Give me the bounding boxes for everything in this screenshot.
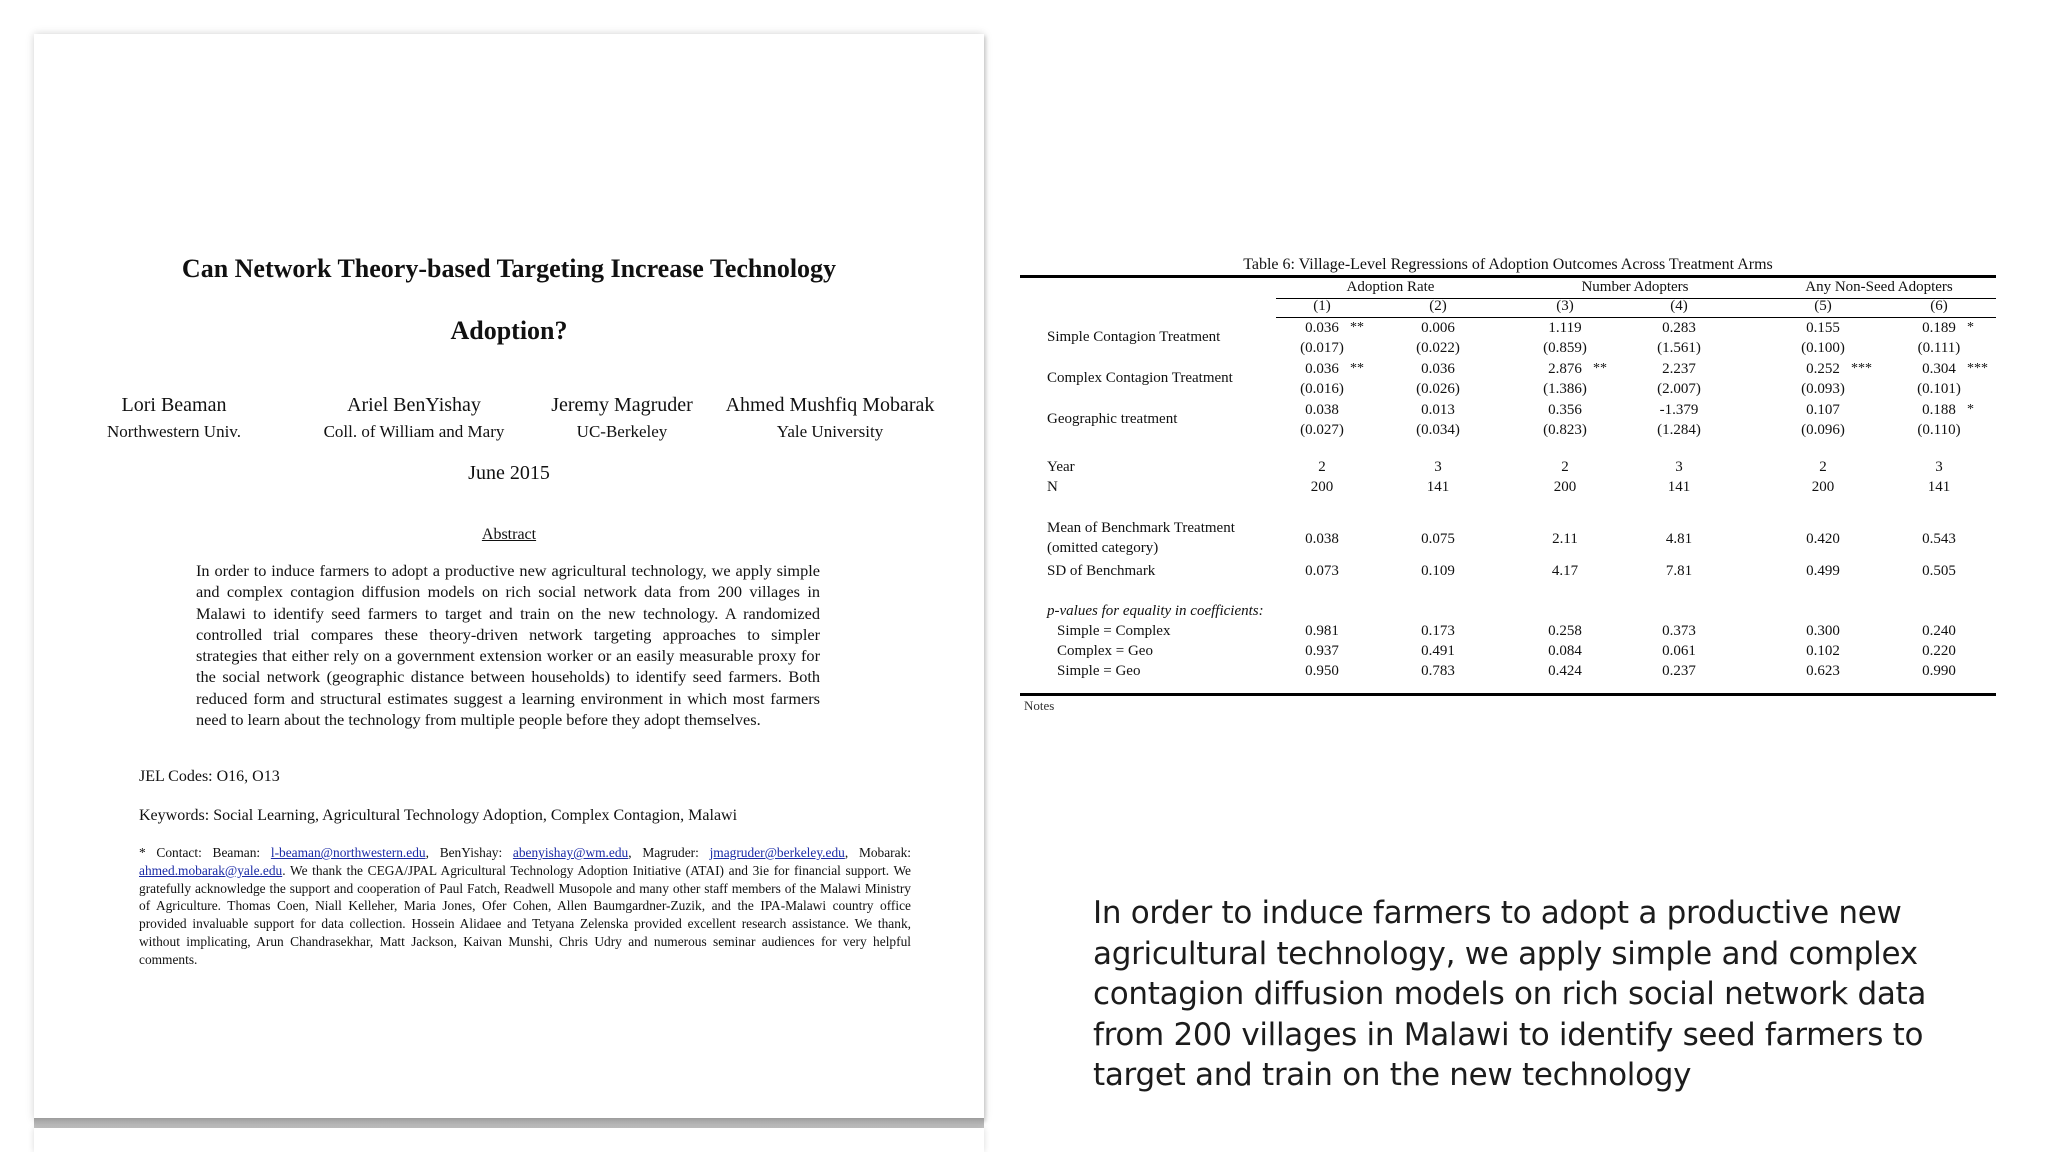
pvalue-cell: 0.220 [1922, 643, 1956, 659]
coef-cell: 0.188 [1922, 402, 1956, 418]
significance-stars: *** [1967, 361, 1988, 376]
row-label: Simple = Complex [1057, 623, 1171, 639]
footnote-text: , BenYishay: [425, 845, 513, 860]
bench-sd-cell: 7.81 [1665, 563, 1693, 579]
row-label: Mean of Benchmark Treatment [1047, 520, 1235, 536]
row-label: Simple Contagion Treatment [1047, 329, 1221, 345]
footnote-text: , Mobarak: [844, 845, 911, 860]
footnote-text: . We thank the CEGA/JPAL Agricultural Technology Adoption Initiative (ATAI) and 3ie for financial support. We gratefully acknowledge the support and cooperation of Paul Fatch, Readwell Musopole and many other staff members of the Malawi Ministry of Agriculture. Thomas Coen, Niall Kelleher, Maria Jones, Ofer Cohen, Allen Baumgardner-Zuzik, and the IPA-Malawi country office provided invaluable support for data collection. Hossein Alidaee and Tetyana Zelenska provided excellent research assistance. We thank, without implicating, Arun Chandrasekhar, Matt Jackson, Kaivan Munshi, Chris Udry and numerous seminar audiences for very helpful comments. [139, 862, 911, 967]
coef-cell: 0.013 [1421, 402, 1455, 418]
column-header: (1) [1313, 298, 1331, 314]
author-affiliation: Northwestern Univ. [107, 422, 241, 441]
significance-stars: * [1967, 320, 1974, 335]
bench-mean-cell: 0.543 [1922, 531, 1956, 547]
significance-stars: ** [1350, 320, 1364, 335]
year-cell: 2 [1318, 459, 1326, 475]
se-cell: (0.111) [1917, 340, 1961, 356]
coef-cell: 0.036 [1421, 361, 1455, 377]
coef-cell: 0.252 [1806, 361, 1840, 377]
pvalue-cell: 0.237 [1662, 663, 1696, 679]
paper-title-line-1: Can Network Theory-based Targeting Increase Technology [181, 254, 837, 283]
column-header: (6) [1930, 298, 1948, 314]
author-name: Lori Beaman [121, 394, 227, 416]
bench-sd-cell: 0.109 [1421, 563, 1455, 579]
author-name: Jeremy Magruder [551, 394, 693, 416]
coef-cell: 0.155 [1806, 320, 1840, 336]
coef-cell: 2.876 [1548, 361, 1582, 377]
email-link-benyishay[interactable]: abenyishay@wm.edu [512, 845, 629, 860]
column-header: (2) [1429, 298, 1447, 314]
pvalue-cell: 0.084 [1548, 643, 1582, 659]
abstract-heading: Abstract [481, 526, 537, 543]
pvalue-cell: 0.240 [1922, 623, 1956, 639]
year-cell: 3 [1675, 459, 1683, 475]
footnote-text: * Contact: Beaman: [139, 845, 271, 860]
row-label: SD of Benchmark [1047, 563, 1156, 579]
coef-cell: 1.119 [1548, 320, 1582, 336]
pvalue-cell: 0.981 [1305, 623, 1339, 639]
year-cell: 3 [1935, 459, 1943, 475]
coef-cell: 0.107 [1806, 402, 1840, 418]
group-header: Any Non-Seed Adopters [1805, 279, 1953, 295]
pvalue-cell: 0.373 [1662, 623, 1696, 639]
group-header: Number Adopters [1581, 279, 1689, 295]
pvalue-cell: 0.173 [1421, 623, 1455, 639]
bench-mean-cell: 4.81 [1665, 531, 1693, 547]
bench-sd-cell: 0.073 [1305, 563, 1339, 579]
paper-title-line-2: Adoption? [450, 316, 568, 345]
pvalue-cell: 0.061 [1662, 643, 1696, 659]
bench-sd-cell: 0.505 [1922, 563, 1956, 579]
year-cell: 2 [1819, 459, 1827, 475]
se-cell: (0.096) [1801, 422, 1845, 438]
pvalue-cell: 0.491 [1421, 643, 1455, 659]
author-name: Ariel BenYishay [347, 394, 481, 416]
pvalue-cell: 0.783 [1421, 663, 1455, 679]
coef-cell: -1.379 [1659, 402, 1699, 418]
bench-mean-cell: 0.038 [1305, 531, 1339, 547]
se-cell: (0.027) [1300, 422, 1344, 438]
contact-footnote [139, 844, 911, 969]
next-page-edge [34, 1128, 984, 1152]
se-cell: (0.101) [1917, 381, 1961, 397]
se-cell: (1.284) [1657, 422, 1701, 438]
pvalue-cell: 0.623 [1806, 663, 1840, 679]
table-caption: Table 6: Village-Level Regressions of Adoption Outcomes Across Treatment Arms [1243, 256, 1773, 273]
se-cell: (1.386) [1543, 381, 1587, 397]
se-cell: (0.110) [1917, 422, 1961, 438]
coef-cell: 0.036 [1305, 320, 1339, 336]
pvalue-cell: 0.990 [1922, 663, 1956, 679]
author-name: Ahmed Mushfiq Mobarak [725, 394, 935, 416]
coef-cell: 0.189 [1922, 320, 1956, 336]
abstract-excerpt: In order to induce farmers to adopt a productive new agricultural technology, we apply simple and complex contagion diffusion models on rich social network data from 200 villages in Malawi to identify seed farmers to target and train on the new technology [1093, 895, 1927, 1093]
footnote-text: , Magruder: [628, 845, 710, 860]
se-cell: (0.093) [1801, 381, 1845, 397]
column-header: (4) [1670, 298, 1688, 314]
significance-stars: ** [1350, 361, 1364, 376]
row-label: N [1047, 479, 1058, 495]
se-cell: (0.026) [1416, 381, 1460, 397]
pvalue-cell: 0.102 [1806, 643, 1840, 659]
se-cell: (0.859) [1543, 340, 1587, 356]
author-affiliation: Coll. of William and Mary [323, 422, 505, 441]
author-affiliation: Yale University [776, 422, 884, 441]
keywords: Keywords: Social Learning, Agricultural Technology Adoption, Complex Contagion, Malawi [139, 807, 738, 824]
significance-stars: ** [1593, 361, 1607, 376]
bench-mean-cell: 2.11 [1552, 531, 1578, 547]
author-4 [680, 390, 980, 444]
table-top-rule [1020, 275, 1996, 278]
paper-page [34, 34, 984, 1120]
bench-sd-cell: 4.17 [1551, 563, 1579, 579]
se-cell: (0.823) [1543, 422, 1587, 438]
se-cell: (0.034) [1416, 422, 1460, 438]
row-label: Geographic treatment [1047, 411, 1178, 427]
year-cell: 2 [1561, 459, 1569, 475]
row-label: Complex = Geo [1057, 643, 1153, 659]
bench-mean-cell: 0.420 [1806, 531, 1840, 547]
significance-stars: *** [1851, 361, 1872, 376]
regression-table [1020, 250, 1996, 713]
group-header: Adoption Rate [1346, 279, 1435, 295]
abstract-text: In order to induce farmers to adopt a productive new agricultural technology, we apply simple and complex contagion diffusion models on rich social network data from 200 villages in Malawi to identify seed farmers to target and train on the new technology. A randomized controlled trial compares these theory-driven network targeting approaches to simpler strategies that either rely on a government extension worker or an easily measurable proxy for the social network (geographic distance between households) to identify seed farmers. Both reduced form and structural estimates suggest a learning environment in which most farmers need to learn about the technology from multiple people before they adopt themselves. [196, 561, 820, 730]
pvalue-cell: 0.300 [1806, 623, 1840, 639]
email-link-beaman[interactable]: l-beaman@northwestern.edu [270, 845, 426, 860]
coef-cell: 0.036 [1305, 361, 1339, 377]
year-cell: 3 [1434, 459, 1442, 475]
n-cell: 200 [1811, 479, 1835, 495]
table-notes: Notes [1024, 698, 1055, 713]
n-cell: 141 [1927, 479, 1951, 495]
n-cell: 200 [1553, 479, 1577, 495]
bench-sd-cell: 0.499 [1806, 563, 1840, 579]
pvalue-cell: 0.258 [1548, 623, 1582, 639]
pvalue-cell: 0.424 [1548, 663, 1582, 679]
n-cell: 141 [1426, 479, 1450, 495]
bench-mean-cell: 0.075 [1421, 531, 1455, 547]
email-link-magruder[interactable]: jmagruder@berkeley.edu [709, 845, 845, 860]
pvalue-cell: 0.950 [1305, 663, 1339, 679]
row-label: Year [1047, 459, 1075, 475]
n-cell: 200 [1310, 479, 1334, 495]
column-header: (3) [1556, 298, 1574, 314]
column-rule [1276, 317, 1996, 318]
jel-codes: JEL Codes: O16, O13 [139, 768, 280, 785]
se-cell: (0.017) [1300, 340, 1344, 356]
table-bottom-rule [1020, 693, 1996, 696]
pvalues-heading: p-values for equality in coefficients: [1047, 603, 1264, 619]
coef-cell: 0.006 [1421, 320, 1455, 336]
pvalue-cell: 0.937 [1305, 643, 1339, 659]
n-cell: 141 [1667, 479, 1691, 495]
row-label: Complex Contagion Treatment [1047, 370, 1233, 386]
se-cell: (0.016) [1300, 381, 1344, 397]
column-header: (5) [1814, 298, 1832, 314]
se-cell: (0.100) [1801, 340, 1845, 356]
row-label: Simple = Geo [1057, 663, 1141, 679]
group-rule [1276, 298, 1996, 299]
coef-cell: 0.356 [1548, 402, 1582, 418]
coef-cell: 0.304 [1922, 361, 1956, 377]
se-cell: (2.007) [1657, 381, 1701, 397]
page-divider-shadow [34, 1118, 984, 1128]
se-cell: (1.561) [1657, 340, 1701, 356]
se-cell: (0.022) [1416, 340, 1460, 356]
coef-cell: 0.283 [1662, 320, 1696, 336]
coef-cell: 2.237 [1662, 361, 1696, 377]
row-label: (omitted category) [1047, 540, 1159, 556]
coef-cell: 0.038 [1305, 402, 1339, 418]
paper-date: June 2015 [468, 462, 550, 484]
author-affiliation: UC-Berkeley [576, 422, 668, 441]
email-link-mobarak[interactable]: ahmed.mobarak@yale.edu [139, 862, 283, 878]
significance-stars: * [1967, 402, 1974, 417]
author-1 [94, 390, 254, 444]
